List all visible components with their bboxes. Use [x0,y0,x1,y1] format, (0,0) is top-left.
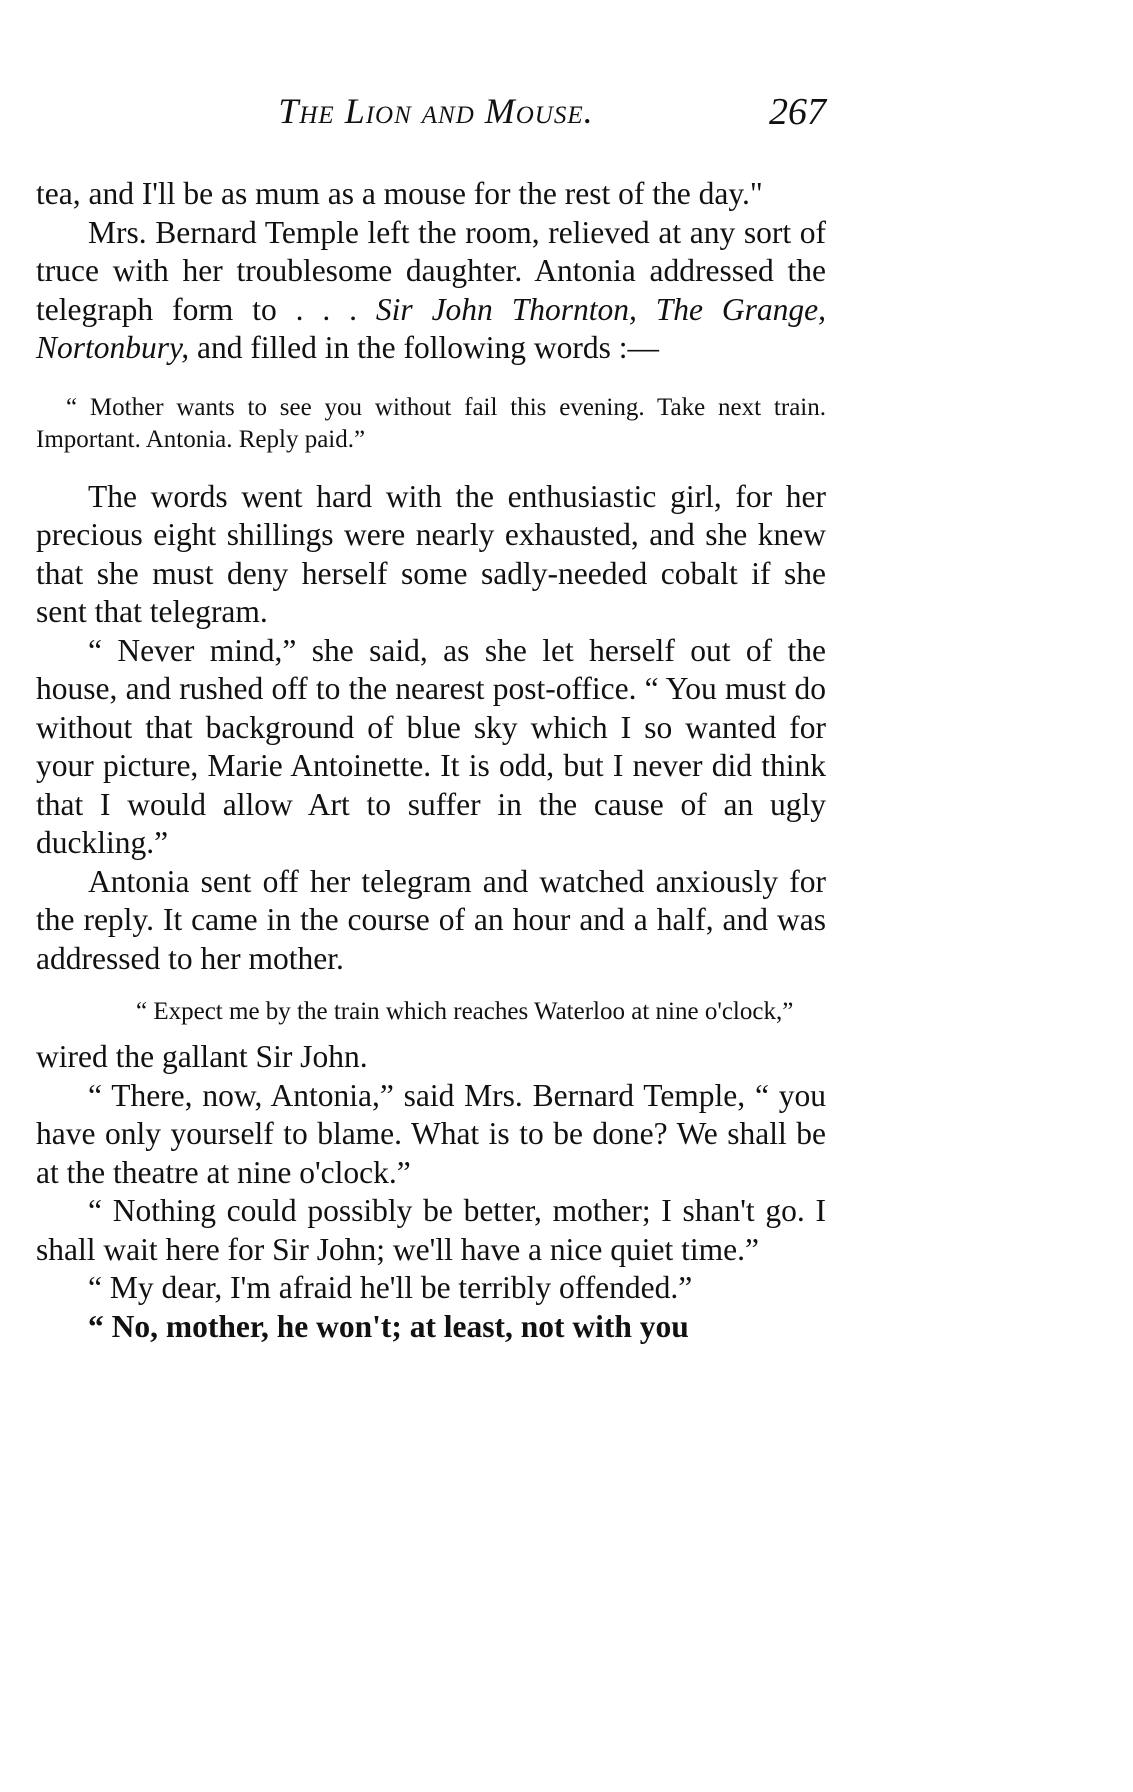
paragraph: “ Never mind,” she said, as she let herself out of the house, and rushed off to the nearest post-office. “ You must do without that background of blue sky which I so wanted for your picture, Marie Antoinette. It is odd, but I never did think that I would allow Art to suffer in the cause of an ugly duckling.” [36,632,826,860]
page-header [36,90,826,140]
paragraph-continuation: tea, and I'll be as mum as a mouse for the rest of the day." [36,176,763,211]
paragraph: Antonia sent off her telegram and watched anxiously for the reply. It came in the course of an hour and a half, and was addressed to her mother. [36,863,826,976]
body-text [36,175,826,1346]
paragraph-text: Mrs. Bernard Temple left the room, relieved at any sort of truce with her troublesome daughter. Antonia addressed the telegraph form to . . . [36,214,826,327]
running-title: The Lion and Mouse. [278,91,594,131]
paragraph-last: “ No, mother, he won't; at least, not with you [88,1308,689,1344]
telegram-address: Sir John Thornton, The Grange, Nortonbury, [36,291,827,365]
paragraph: “ There, now, Antonia,” said Mrs. Bernard Temple, “ you have only yourself to blame. What is to be done? We shall be at the theatre at nine o'clock.” [36,1077,826,1190]
paragraph: wired the gallant Sir John. [36,1039,368,1074]
telegram-quote: “ Mother wants to see you without fail this evening. Take next train. Important. Antonia. Reply paid.” [36,393,826,453]
paragraph: “ Nothing could possibly be better, mother; I shan't go. I shall wait here for Sir John; we'll have a nice quiet time.” [36,1193,826,1267]
paragraph-text-after: and filled in the following words :— [189,330,659,365]
page-number: 267 [769,91,826,133]
paragraph: “ My dear, I'm afraid he'll be terribly offended.” [88,1270,693,1305]
paragraph-telegraph-form [36,214,826,368]
paragraph: The words went hard with the enthusiastic girl, for her precious eight shillings were nearly exhausted, and she knew that she must deny herself some sadly-needed cobalt if she sent that telegram. [36,478,826,629]
reply-telegram-quote: “ Expect me by the train which reaches Waterloo at nine o'clock,” [136,998,794,1025]
